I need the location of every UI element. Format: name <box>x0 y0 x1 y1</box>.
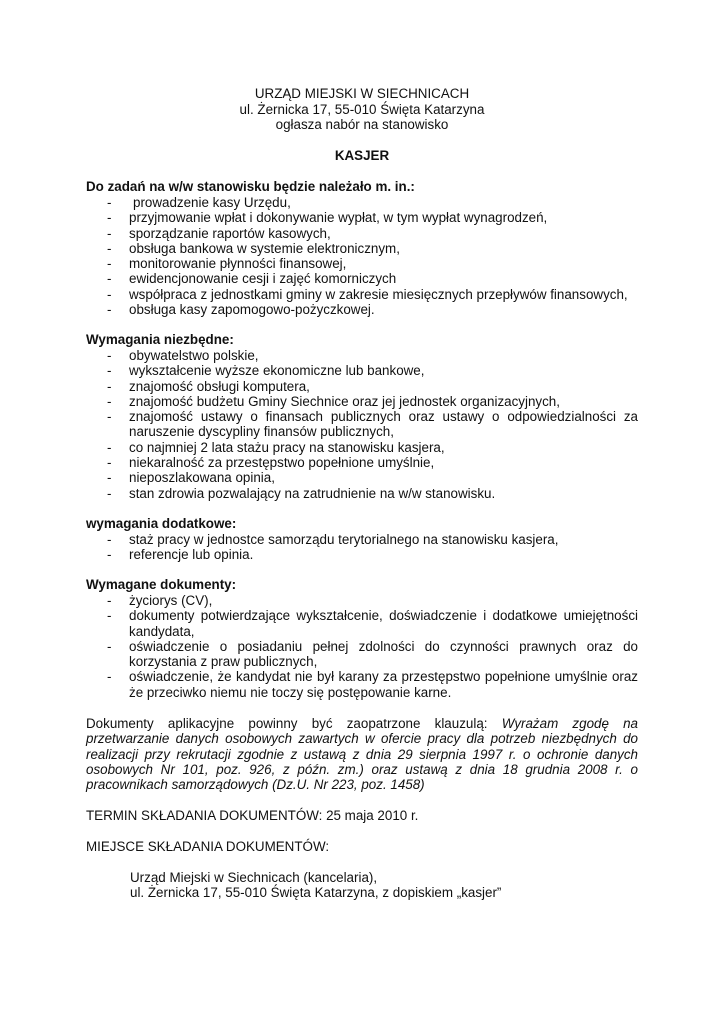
dash-marker: - <box>107 240 112 256</box>
dash-marker: - <box>107 455 112 471</box>
submission-place-heading: MIEJSCE SKŁADANIA DOKUMENTÓW: <box>86 839 330 854</box>
dash-marker: - <box>107 669 112 685</box>
list-item: - życiorys (CV), <box>107 593 213 608</box>
list-item: - oświadczenie o posiadaniu pełnej zdolności do czynności prawnych oraz do korzystania z praw publicznych, <box>107 638 638 670</box>
list-item: - sporządzanie raportów kasowych, <box>107 225 331 241</box>
consent-clause-paragraph <box>86 716 638 792</box>
dash-marker: - <box>107 348 112 363</box>
dash-marker: - <box>107 439 112 455</box>
office-name: URZĄD MIEJSKI W SIECHNICACH <box>254 86 470 101</box>
list-item: - dokumenty potwierdzające wykształcenie, doświadczenie i dodatkowe umiejętności kandydata, <box>107 608 638 639</box>
document-header <box>0 86 724 133</box>
clause-text: Wyrażam zgodę na przetwarzanie danych osobowych zawartych w ofercie pracy dla potrzeb niezbędnych do realizacji przy rekrutacji zgodnie z ustawą z dnia 29 sierpnia 1997 r. o ochronie danych osobowych Nr 101, poz. 926, z późn. zm.) oraz ustawą z dnia 18 grudnia 2008 r. o pracownikach samorządowych (Dz.U. Nr 223, poz. 1458) <box>86 716 639 793</box>
list-item: - nieposzlakowana opinia, <box>107 470 275 486</box>
documents-list <box>86 593 638 700</box>
submission-address: ul. Żernicka 17, 55-010 Święta Katarzyna, z dopiskiem „kasjer” <box>130 885 502 900</box>
dash-marker: - <box>107 286 112 302</box>
office-address: ul. Żernicka 17, 55-010 Święta Katarzyna <box>239 101 485 117</box>
dash-marker: - <box>107 378 112 394</box>
clause-intro: Dokumenty aplikacyjne powinny być zaopatrzone klauzulą: <box>86 716 502 731</box>
dash-marker: - <box>107 302 112 318</box>
list-item: - niekaralność za przestępstwo popełnione umyślnie, <box>107 455 435 471</box>
duties-heading: Do zadań na w/w stanowisku będzie należało m. in.: <box>86 179 415 194</box>
dash-marker: - <box>107 547 112 563</box>
dash-marker: - <box>107 532 112 547</box>
dash-marker: - <box>107 485 112 501</box>
additional-heading: wymagania dodatkowe: <box>86 516 237 531</box>
announcement-line: ogłasza nabór na stanowisko <box>275 117 449 132</box>
required-heading: Wymagania niezbędne: <box>86 332 234 347</box>
position-title: KASJER <box>334 148 390 163</box>
duties-list <box>86 195 638 317</box>
dash-marker: - <box>107 470 112 486</box>
dash-marker: - <box>107 393 112 409</box>
dash-marker: - <box>107 363 112 379</box>
required-list <box>86 348 638 501</box>
submission-deadline: TERMIN SKŁADANIA DOKUMENTÓW: 25 maja 2010 r. <box>86 808 419 823</box>
dash-marker: - <box>107 210 112 226</box>
list-item: - obywatelstwo polskie, <box>107 348 259 363</box>
list-item: - staż pracy w jednostce samorządu terytorialnego na stanowisku kasjera, <box>107 532 559 547</box>
dash-marker: - <box>107 608 112 624</box>
dash-marker: - <box>107 225 112 241</box>
list-item: - znajomość ustawy o finansach publicznych oraz ustawy o odpowiedzialności za naruszenie dyscypliny finansów publicznych, <box>107 409 638 440</box>
dash-marker: - <box>107 271 112 287</box>
list-item: - stan zdrowia pozwalający na zatrudnienie na w/w stanowisku. <box>107 485 496 501</box>
list-item: - obsługa bankowa w systemie elektronicznym, <box>107 240 400 256</box>
list-item: - monitorowanie płynności finansowej, <box>107 256 347 272</box>
list-item: - współpraca z jednostkami gminy w zakresie miesięcznych przepływów finansowych, <box>107 286 628 302</box>
dash-marker: - <box>107 195 112 210</box>
submission-office: Urząd Miejski w Siechnicach (kancelaria), <box>130 870 378 885</box>
dash-marker: - <box>107 638 112 654</box>
list-item: - wykształcenie wyższe ekonomiczne lub bankowe, <box>107 363 425 379</box>
dash-marker: - <box>107 593 112 608</box>
additional-list <box>86 532 638 563</box>
list-item: - obsługa kasy zapomogowo-pożyczkowej. <box>107 302 375 318</box>
list-item: - oświadczenie, że kandydat nie był karany za przestępstwo popełnione umyślnie oraz że przeciwko niemu nie toczy się postępowanie karne. <box>107 669 638 700</box>
list-item: - referencje lub opinia. <box>107 547 254 563</box>
list-item: - znajomość budżetu Gminy Siechnice oraz jej jednostek organizacyjnych, <box>107 393 560 409</box>
list-item: - przyjmowanie wpłat i dokonywanie wypłat, w tym wypłat wynagrodzeń, <box>107 210 548 226</box>
dash-marker: - <box>107 409 112 425</box>
list-item: - znajomość obsługi komputera, <box>107 378 310 394</box>
list-item: - co najmniej 2 lata stażu pracy na stanowisku kasjera, <box>107 439 445 455</box>
list-item: - prowadzenie kasy Urzędu, <box>107 195 291 210</box>
list-item: - ewidencjonowanie cesji i zajęć komorniczych <box>107 271 397 287</box>
documents-heading: Wymagane dokumenty: <box>86 577 237 592</box>
dash-marker: - <box>107 256 112 272</box>
